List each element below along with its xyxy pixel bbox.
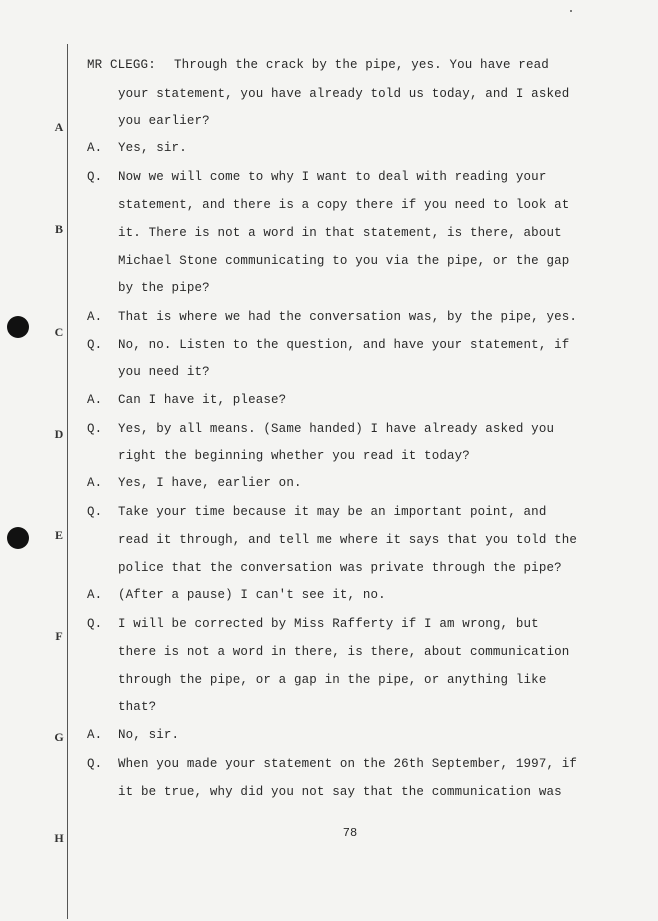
- line-text: statement, and there is a copy there if you need to look at: [118, 198, 570, 212]
- line-text: by the pipe?: [118, 281, 210, 295]
- speaker-label: A.: [87, 310, 103, 324]
- line-text: police that the conversation was private through the pipe?: [118, 561, 562, 575]
- line-text: Yes, I have, earlier on.: [118, 476, 302, 490]
- line-text: Take your time because it may be an important point, and: [118, 505, 547, 519]
- speaker-label: A.: [87, 728, 103, 742]
- speaker-label: A.: [87, 393, 103, 407]
- punch-hole: [7, 316, 29, 338]
- margin-letter-h: H: [54, 831, 64, 845]
- margin-letter-d: D: [54, 427, 64, 441]
- speaker-label: A.: [87, 141, 103, 155]
- line-text: that?: [118, 700, 157, 714]
- speaker-label: Q.: [87, 505, 103, 519]
- speaker-label: A.: [87, 476, 103, 490]
- paper-speck: [570, 10, 572, 12]
- margin-letter-c: C: [54, 325, 64, 339]
- margin-letter-a: A: [54, 120, 64, 134]
- page-number: 78: [342, 826, 358, 840]
- punch-hole: [7, 527, 29, 549]
- line-text: Yes, by all means. (Same handed) I have already asked you: [118, 422, 555, 436]
- speaker-label: Q.: [87, 617, 103, 631]
- line-text: Can I have it, please?: [118, 393, 287, 407]
- line-text: Through the crack by the pipe, yes. You have read: [174, 58, 549, 72]
- line-text: your statement, you have already told us today, and I asked: [118, 87, 570, 101]
- line-text: I will be corrected by Miss Rafferty if I am wrong, but: [118, 617, 539, 631]
- line-text: right the beginning whether you read it today?: [118, 449, 470, 463]
- line-text: you earlier?: [118, 114, 210, 128]
- margin-letter-e: E: [54, 528, 63, 542]
- line-text: When you made your statement on the 26th September, 1997, if: [118, 757, 578, 771]
- line-text: there is not a word in there, is there, about communication: [118, 645, 570, 659]
- line-text: Yes, sir.: [118, 141, 187, 155]
- line-text: Michael Stone communicating to you via the pipe, or the gap: [118, 254, 570, 268]
- speaker-label: Q.: [87, 422, 103, 436]
- margin-rule: [67, 44, 68, 919]
- margin-letter-b: B: [54, 222, 63, 236]
- speaker-label: Q.: [87, 170, 103, 184]
- line-text: it be true, why did you not say that the communication was: [118, 785, 562, 799]
- line-text: No, sir.: [118, 728, 180, 742]
- speaker-label: Q.: [87, 338, 103, 352]
- line-text: through the pipe, or a gap in the pipe, or anything like: [118, 673, 547, 687]
- line-text: No, no. Listen to the question, and have your statement, if: [118, 338, 570, 352]
- line-text: Now we will come to why I want to deal with reading your: [118, 170, 547, 184]
- speaker-label: Q.: [87, 757, 103, 771]
- line-text: read it through, and tell me where it says that you told the: [118, 533, 578, 547]
- line-text: That is where we had the conversation was, by the pipe, yes.: [118, 310, 578, 324]
- line-text: (After a pause) I can't see it, no.: [118, 588, 386, 602]
- speaker-label: A.: [87, 588, 103, 602]
- line-text: you need it?: [118, 365, 210, 379]
- margin-letter-g: G: [54, 730, 64, 744]
- speaker-label: MR CLEGG:: [87, 58, 156, 72]
- line-text: it. There is not a word in that statement, is there, about: [118, 226, 562, 240]
- margin-letter-f: F: [55, 629, 63, 643]
